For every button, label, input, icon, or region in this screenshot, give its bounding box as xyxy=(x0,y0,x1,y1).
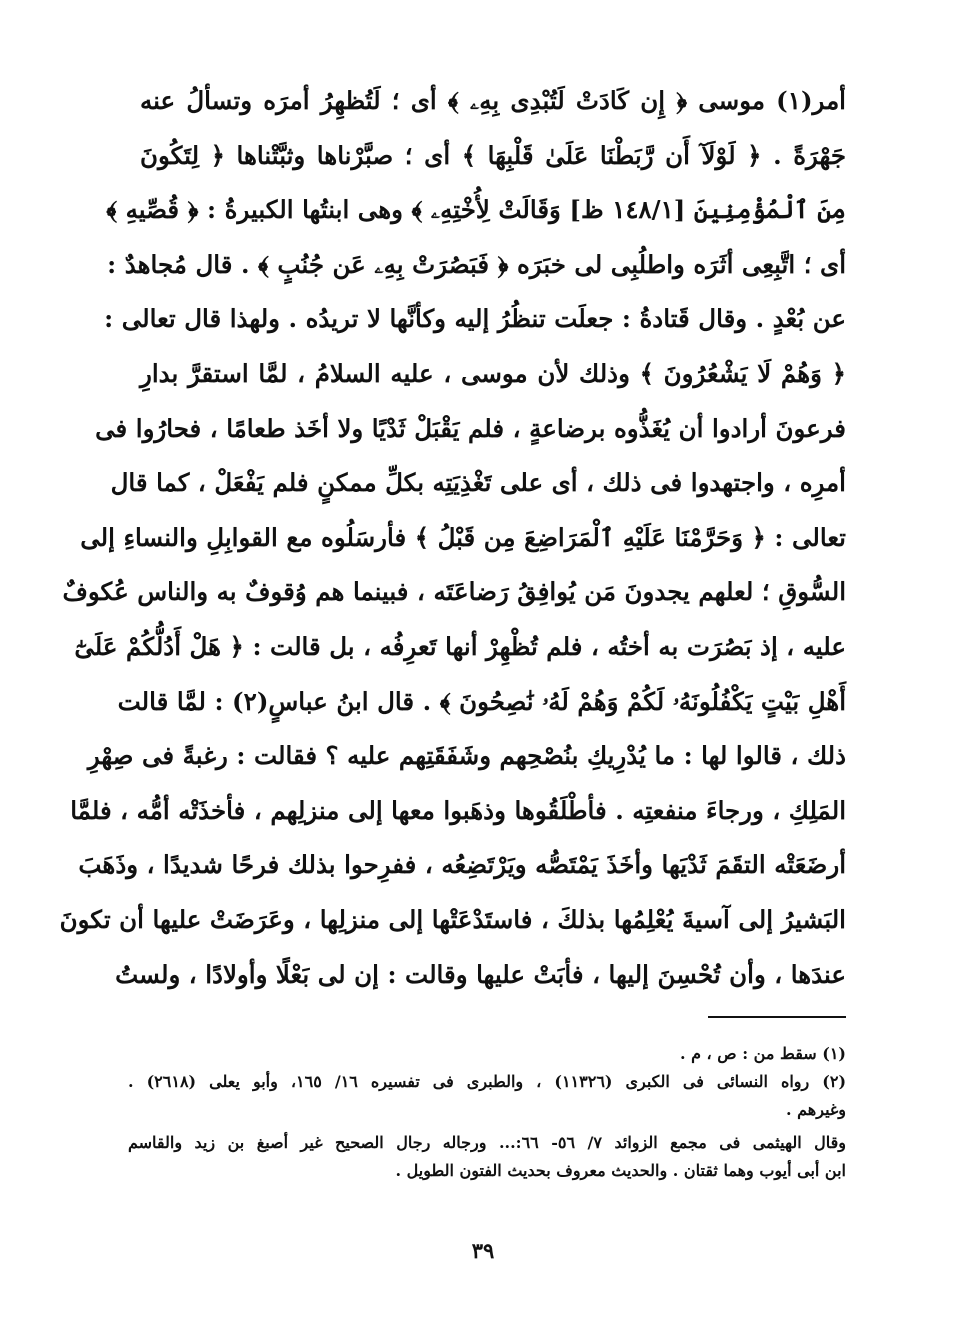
footnote-line: ابن أبى أيوب وهما ثقتان . والحديث معروف بحديث الفتون الطويل . xyxy=(395,1161,846,1180)
text-line: المَلِكِ ، ورجاءَ منفعتِه . فأطْلَقُوها وذهَبوا معها إلى منزلِهم ، فأخذَتْه أمُّه ، فلمَّا xyxy=(70,795,846,825)
footnote-line: وقال الهيثمى فى مجمع الزوائد ٧/ ٥٦- ٦٦:... ورجاله رجال الصحيح غير أصبغ بن زيد والقاسم xyxy=(128,1133,847,1152)
footnotes xyxy=(128,1040,846,1185)
text-line: السُّوقِ ؛ لعلهم يجدونَ مَن يُوافِقُ رَضاعَتَه ، فبينما هم وُقوفٌ به والناس عُكوفٌ xyxy=(62,577,846,607)
text-line: عندَها ، وأن تُحْسِنَ إليها ، فأبَتْ عليها وقالت : إن لى بَعْلًا وأولادًا ، ولستُ xyxy=(115,959,846,989)
text-line: جَهْرَةً . ﴿ لَوْلَآ أَن رَّبَطْنَا عَلَىٰ قَلْبِهَا ﴾ أى ؛ صبَّرْناها وثبَّتْناها ﴿ لِتَكُونَ xyxy=(140,140,846,170)
text-line: ذلك ، قالوا لها : ما يُدْرِيكِ بنُصْحِهم وشَفَقَتِهم عليه ؟ فقالت : رغبةً فى صِهْرِ xyxy=(87,741,846,771)
text-line: تعالى : ﴿ وَحَرَّمْنَا عَلَيْهِ ٱلْمَرَاضِعَ مِن قَبْلُ ﴾ فأرسَلُوه مع القوابِلِ والنساءِ إلى xyxy=(80,522,846,552)
text-line: عليه ، إذ بَصُرَت به أختُه ، فلم تُظْهِرْ أنها تَعرِفُه ، بل قالت : ﴿ هَلْ أَدُلُّكُمْ عَلَىٰٓ xyxy=(74,631,846,661)
text-line: أَهْلِ بَيْتٍ يَكْفُلُونَهُۥ لَكُمْ وَهُمْ لَهُۥ نَٰصِحُونَ ﴾ . قال ابنُ عباسٍ(٢) : لمَّا قالت xyxy=(117,686,846,716)
text-line: أى ؛ اتَّبِعِى أثَرَه واطلُبِى لى خبَرَه ﴿ فَبَصُرَتْ بِهِۦ عَن جُنُبٍ ﴾ . قال مُجاهدٌ : xyxy=(107,249,846,279)
footnote-line: (٢) رواه النسائى فى الكبرى (١١٣٢٦) ، والطبرى فى تفسيره ١٦/ ١٦٥، وأبو يعلى (٢٦١٨) . xyxy=(128,1072,847,1091)
main-text xyxy=(59,74,846,1002)
text-line: أمرِه ، واجتهدوا فى ذلك ، أى على تَغْذِيَتِه بكلِّ ممكنٍ فلم يَفْعَلْ ، كما قال xyxy=(110,468,846,498)
text-line: فرعونَ أرادوا أن يُغَذُّوه برضاعةٍ ، فلم يَقْبَلْ ثَدْيًا ولا أخَذ طعامًا ، فحارُوا فى xyxy=(95,413,846,443)
text-line: ﴿ وَهُمْ لَا يَشْعُرُونَ ﴾ وذلك لأن موسى ، عليه السلامُ ، لمَّا استقرَّ بدارِ xyxy=(140,358,846,388)
text-line: أمر(١) موسى ﴿ إِن كَادَتْ لَتُبْدِى بِهِۦ ﴾ أى ؛ لَتُظهِرُ أمرَه وتسألُ عنه xyxy=(140,86,846,115)
footnote-separator xyxy=(708,1016,846,1018)
page-number: ٣٩ xyxy=(471,1238,495,1263)
text-line: أرضَعَتْه التقَمَ ثَدْيَها وأخَذَ يَمْتَصُّه ويَرْتَضِعُه ، ففرِحوا بذلك فرحًا شديدًا ، وذَهَبَ xyxy=(78,850,846,880)
text-line: مِنَ ٱلْمُؤْمِنِينَ [١٤٨/١ ظ] وَقَالَتْ لِأُخْتِهِۦ ﴾ وهى ابنتُها الكبيرةُ : ﴿ قُصِّيهِ ﴾ xyxy=(106,195,846,225)
footnote-line: (١) سقط من : ص ، م . xyxy=(679,1044,846,1063)
text-line: البَشيرُ إلى آسيةَ يُعْلِمُها بذلكَ ، فاستَدْعَتْها إلى منزلِها ، وعَرَضَتْ عليها أن تكونَ xyxy=(59,904,846,934)
text-line: عن بُعْدٍ . وقال قَتادةُ : جعلَت تنظُرُ إليه وكأنَّها لا تريدُه . ولهذا قال تعالى : xyxy=(104,304,846,334)
footnote-line: وغيرهم . xyxy=(786,1100,846,1119)
